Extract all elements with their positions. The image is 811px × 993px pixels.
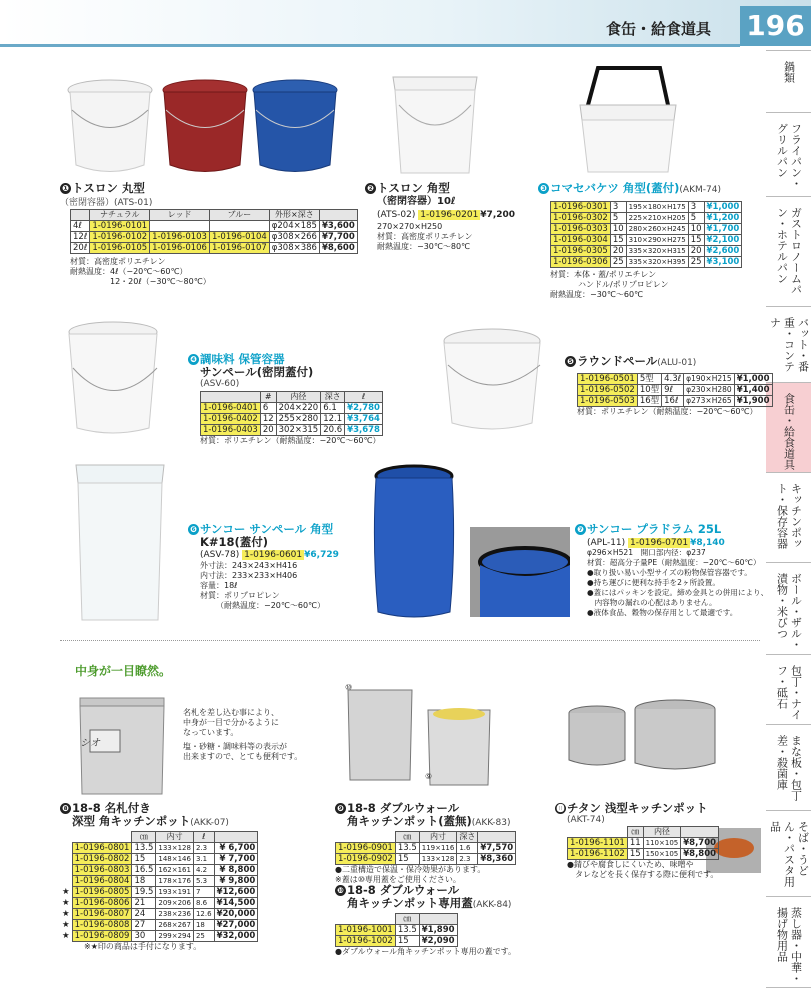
- product-10-name: 18-8 ダブルウォール: [347, 883, 460, 897]
- product-1: ❶ トスロン 丸型 （密閉容器）(ATS-01) ナチュラル レッド ブルー 外形×深さ 4ℓ 1-0196-0101 φ204×185 ¥3,600 12ℓ 1-0196-0102 1-0196-0103 1-0196-0104 φ308×266 ¥7,700 20ℓ 1-0196-0105 1-0196-0106 1-0196-0107 φ308×386 ¥8,600 材質：高密度ポリエチレン 耐熱温度：4ℓ（−20℃〜60℃） 12・20ℓ（−30℃〜80℃）: [60, 182, 358, 287]
- product-5-name: ラウンドペール: [577, 354, 658, 368]
- table-row: 1-0196-0301 3 195×180×H175 3 ¥1,000: [551, 202, 742, 213]
- square-tosron-image: [385, 65, 485, 180]
- section-divider: [60, 640, 760, 641]
- sidebar-item-bowl[interactable]: ボール・ザル・漬物・米びつ: [766, 562, 811, 654]
- product-2: ❷ トスロン 角型 （密閉容器）10ℓ (ATS-02) 1-0196-0201 ¥7,200 270×270×H250 材質：高密度ポリエチレン 耐熱温度：−30℃〜80℃: [365, 182, 515, 252]
- table-row: 1-0196-0302 5 225×210×H205 5 ¥1,200: [551, 213, 742, 224]
- product-1-sub: （密閉容器）(ATS-01): [60, 198, 153, 208]
- page-title: 食缶・給食道具: [605, 20, 711, 38]
- product-2-price: ¥7,200: [480, 210, 516, 220]
- table-row: ★ 1-0196-0807 24 238×236 12.6 ¥20,000: [60, 909, 258, 920]
- sidebar-item-cuttingboard[interactable]: まな板・包丁差・殺菌庫: [766, 724, 811, 810]
- product-4: ❹ 調味料 保管容器 サンペール(密閉蓋付) (ASV-60) # 内径 深さ ℓ 1-0196-0401 6 204×220 6.1 ¥2,780 1-0196-0402 12 255×280 12.1 ¥3,764 1-0196-0403 20 302×315 20.6 ¥3,678 材質：ポリエチレン（耐熱温度：−20℃〜60℃）: [188, 353, 383, 446]
- sidebar-item-fryingpan[interactable]: フライパン・グリルパン: [766, 112, 811, 196]
- sidebar-item-pots[interactable]: 鍋類: [766, 50, 811, 112]
- name-tag-label: シオ: [80, 738, 100, 749]
- table-row: 1-0196-1102 15 150×105 ¥8,800: [568, 849, 719, 860]
- product-7-name: サンコー プラドラム 25L: [587, 522, 722, 536]
- table-row: 1-0196-0503 16型 16ℓ φ273×H265 ¥1,900: [578, 396, 773, 407]
- product-4-name: 調味料 保管容器: [200, 352, 285, 366]
- product-10: ❿ 18-8 ダブルウォール 角キッチンポット専用蓋(AKK-84) ㎝ 1-0196-1001 13.5 ¥1,890 1-0196-1002 15 ¥2,090 ●ダブルウォール角キッチンポット専用の蓋です。: [335, 883, 516, 956]
- table-row: 1-0196-0402 12 255×280 12.1 ¥3,764: [201, 414, 383, 425]
- table-row: 1-0196-0502 10型 9ℓ φ230×H280 ¥1,400: [578, 385, 773, 396]
- titanium-pot-image: [565, 695, 730, 775]
- product-8: ❽ 18-8 名札付き 深型 角キッチンポット(AKK-07) ㎝ 内寸 ℓ 1-0196-0801 13.5 133×128 2.3 ¥ 6,700 1-0196-0802 15 148×146 3.1 ¥ 7,700 1-0196-0803 16.5 162×161 4.2 ¥ 8,800 1-0196-0804 18 178×176 5.3 ¥ 9,800 ★ 1-0196-0805 19.5 193×191 7 ¥12,600 ★ 1-0196-0806 21 209×206 8.6 ¥14,500 ★ 1-0196-0807 24 238×236 12.6 ¥20,000 ★ 1-0196-0808 27 268×267 18 ¥27,000 ★ 1-0196-0809 30 299×294 25 ¥32,000 ※★印の商品は手付になります。: [60, 802, 258, 952]
- table-row: 4ℓ 1-0196-0101 φ204×185 ¥3,600: [71, 221, 358, 232]
- product-6-price: ¥6,729: [304, 550, 339, 560]
- round-pail-image: [440, 325, 550, 435]
- marker-9: ⑨: [425, 772, 433, 781]
- table-row: 1-0196-0901 13.5 119×116 1.6 ¥7,570: [336, 843, 516, 854]
- square-sanpail-image: [70, 455, 170, 625]
- product-2-name: トスロン 角型: [377, 181, 450, 195]
- product-1-number: ❶: [60, 183, 71, 194]
- sidebar-item-knife[interactable]: 包丁・ナイフ・砥石: [766, 654, 811, 724]
- table-row: ★ 1-0196-0805 19.5 193×191 7 ¥12,600: [60, 887, 258, 898]
- product-3-name: コマセバケツ 角型(蓋付): [550, 181, 680, 195]
- sidebar-item-kitchenpot[interactable]: キッチンポット・保存容器: [766, 472, 811, 562]
- table-row: 1-0196-0902 15 133×128 2.3 ¥8,360: [336, 854, 516, 865]
- table-row: 1-0196-1101 11 110×105 ¥8,700: [568, 838, 719, 849]
- table-row: 1-0196-0305 20 335×320×H315 20 ¥2,600: [551, 246, 742, 257]
- table-row: 1-0196-0306 25 335×320×H395 25 ¥3,100: [551, 257, 742, 268]
- table-row: 1-0196-0802 15 148×146 3.1 ¥ 7,700: [60, 854, 258, 865]
- table-row: 1-0196-0401 6 204×220 6.1 ¥2,780: [201, 403, 383, 414]
- table-row: 1-0196-0801 13.5 133×128 2.3 ¥ 6,700: [60, 843, 258, 854]
- product-6: ❻ サンコー サンペール 角型 K#18(蓋付) (ASV-78) 1-0196-0601 ¥6,729 外寸法：243×243×H416 内寸法：233×233×H406 容量：18ℓ 材質：ポリプロピレン （耐熱温度：−20℃〜60℃）: [188, 523, 339, 611]
- marker-10: ⑩: [345, 683, 353, 692]
- sidebar-item-steamer[interactable]: 蒸し器・中華・揚げ物用品: [766, 896, 811, 988]
- table-row: 1-0196-0803 16.5 162×161 4.2 ¥ 8,800: [60, 865, 258, 876]
- product-11-name: チタン 浅型キッチンポット: [567, 801, 708, 815]
- product-1-name: トスロン 丸型: [72, 181, 145, 195]
- table-row: 1-0196-0304 15 310×290×H275 15 ¥2,100: [551, 235, 742, 246]
- komase-bucket-image: [570, 60, 685, 180]
- double-wall-pot-image: [340, 680, 500, 790]
- product-1-table: ナチュラル レッド ブルー 外形×深さ 4ℓ 1-0196-0101 φ204×185 ¥3,600 12ℓ 1-0196-0102 1-0196-0103 1-0196-0104 φ308×266 ¥7,700 20ℓ 1-0196-0105 1-0196-0106 1-0196-0107 φ308×386 ¥8,600: [70, 209, 358, 254]
- table-row: 1-0196-1002 15 ¥2,090: [336, 936, 458, 947]
- table-row: ★ 1-0196-0809 30 299×294 25 ¥32,000: [60, 931, 258, 942]
- table-row: 1-0196-0501 5型 4.3ℓ φ190×H215 ¥1,000: [578, 374, 773, 385]
- table-row: 1-0196-0403 20 302×315 20.6 ¥3,678: [201, 425, 383, 436]
- product-8-table: ㎝ 内寸 ℓ 1-0196-0801 13.5 133×128 2.3 ¥ 6,700 1-0196-0802 15 148×146 3.1 ¥ 7,700 1-0196-0803 16.5 162×161 4.2 ¥ 8,800 1-0196-0804 18 178×176 5.3 ¥ 9,800 ★ 1-0196-0805 19.5 193×191 7 ¥12,600 ★ 1-0196-0806 21 209×206 8.6 ¥14,500 ★ 1-0196-0807 24 238×236 12.6 ¥20,000 ★ 1-0196-0808 27 268×267 18 ¥27,000 ★ 1-0196-0809 30 299×294 25 ¥32,000: [60, 831, 258, 942]
- product-7: ❼ サンコー プラドラム 25L (APL-11) 1-0196-0701 ¥8,140 φ296×H521 開口部内径：φ237 材質：超高分子量PE（耐熱温度：−20℃〜60℃） ●取り扱い易い小型サイズの粉物保管容器です。 ●持ち運びに便利な持手を2ヶ所設置。 ●蓋にはパッキンを設定。締め金具との併用により、 内容物の漏れの心配はありません。 ●液体食品、穀物の保存用として最適です。: [575, 523, 768, 618]
- slogan: 中身が一目瞭然。: [75, 664, 172, 678]
- product-5-table: [577, 373, 773, 407]
- product-4-table: # 内径 深さ ℓ 1-0196-0401 6 204×220 6.1 ¥2,780 1-0196-0402 12 255×280 12.1 ¥3,764 1-0196-0403 20 302×315 20.6 ¥3,678: [200, 391, 383, 436]
- product-11: ⓫ チタン 浅型キッチンポット (AKT-74) ㎝ 内径 1-0196-1101 11 110×105 ¥8,700 1-0196-1102 15 150×105 ¥8,800 ●錆びや腐食しにくいため、味噌や タレなどを長く保存する際に便利です。: [556, 801, 719, 879]
- sidebar-item-vat[interactable]: バット・番重・コンテナ: [766, 306, 811, 382]
- round-tosron-image: [60, 70, 340, 180]
- header-line: [0, 44, 740, 47]
- product-6-name: サンコー サンペール 角型: [200, 522, 334, 536]
- table-row: 12ℓ 1-0196-0102 1-0196-0103 1-0196-0104 φ308×266 ¥7,700: [71, 232, 358, 243]
- product-8-name: 18-8 名札付き: [72, 801, 151, 815]
- category-sidebar: [766, 50, 811, 990]
- product-5: ❺ ラウンドペール(ALU-01) 1-0196-0501 5型 4.3ℓ φ190×H215 ¥1,000 1-0196-0502 10型 9ℓ φ230×H280 ¥1,400 1-0196-0503 16型 16ℓ φ273×H265 ¥1,900 材質：ポリエチレン（耐熱温度：−20℃〜60℃）: [565, 355, 773, 417]
- table-row: 20ℓ 1-0196-0105 1-0196-0106 1-0196-0107 φ308×386 ¥8,600: [71, 243, 358, 254]
- product-10-table: ㎝ 1-0196-1001 13.5 ¥1,890 1-0196-1002 15 ¥2,090: [335, 913, 458, 947]
- product-2-code: 1-0196-0201: [420, 210, 479, 220]
- product-8-description: 名札を差し込む事により、 中身が一目で分かるように なっています。 塩・砂糖・調味料等の表示が 出来ますので、とても便利です。: [183, 708, 303, 761]
- table-row: ★ 1-0196-0806 21 209×206 8.6 ¥14,500: [60, 898, 258, 909]
- sidebar-item-food-container[interactable]: 食缶・給食道具: [766, 382, 811, 472]
- product-9-name: 18-8 ダブルウォール: [347, 801, 460, 815]
- sidebar-item-gastronorm[interactable]: ガストロノームパン・ホテルパン: [766, 196, 811, 306]
- table-row: 1-0196-0804 18 178×176 5.3 ¥ 9,800: [60, 876, 258, 887]
- product-9-table: ㎝ 内寸 深さ 1-0196-0901 13.5 119×116 1.6 ¥7,570 1-0196-0902 15 133×128 2.3 ¥8,360: [335, 831, 516, 865]
- pladrum-image: [372, 462, 457, 622]
- product-7-price: ¥8,140: [690, 538, 725, 548]
- product-11-table: ㎝ 内径 1-0196-1101 11 110×105 ¥8,700 1-0196-1102 15 150×105 ¥8,800: [567, 826, 719, 860]
- page-number: 196: [740, 6, 811, 46]
- product-3: ❸ コマセバケツ 角型(蓋付)(AKM-74) 1-0196-0301 3 195×180×H175 3 ¥1,000 1-0196-0302 5 225×210×H205 5 ¥1,200 1-0196-0303 10 280×260×H245 10 ¥1,700 1-0196-0304 15 310×290×H275 15 ¥2,100 1-0196-0305 20 335×320×H315 20 ¥2,600 1-0196-0306 25 335×320×H395 25 ¥3,100 材質：本体・蓋/ポリエチレン ハンドル/ポリプロピレン 耐熱温度：−30℃〜60℃: [538, 182, 742, 300]
- table-row: ★ 1-0196-0808 27 268×267 18 ¥27,000: [60, 920, 258, 931]
- table-row: 1-0196-1001 13.5 ¥1,890: [336, 925, 458, 936]
- product-3-table: [550, 201, 742, 268]
- sanpail-image: [65, 318, 165, 438]
- table-row: 1-0196-0303 10 280×260×H245 10 ¥1,700: [551, 224, 742, 235]
- product-9: ❾ 18-8 ダブルウォール 角キッチンポット(蓋無)(AKK-83) ㎝ 内寸 深さ 1-0196-0901 13.5 119×116 1.6 ¥7,570 1-0196-0902 15 133×128 2.3 ¥8,360 ●二重構造で保温・保冷効果があります。 ※蓋は⑩専用蓋をご使用ください。: [335, 802, 516, 885]
- pladrum-detail-image: [470, 527, 570, 617]
- sidebar-item-noodle[interactable]: そば・うどん・パスタ用品: [766, 810, 811, 896]
